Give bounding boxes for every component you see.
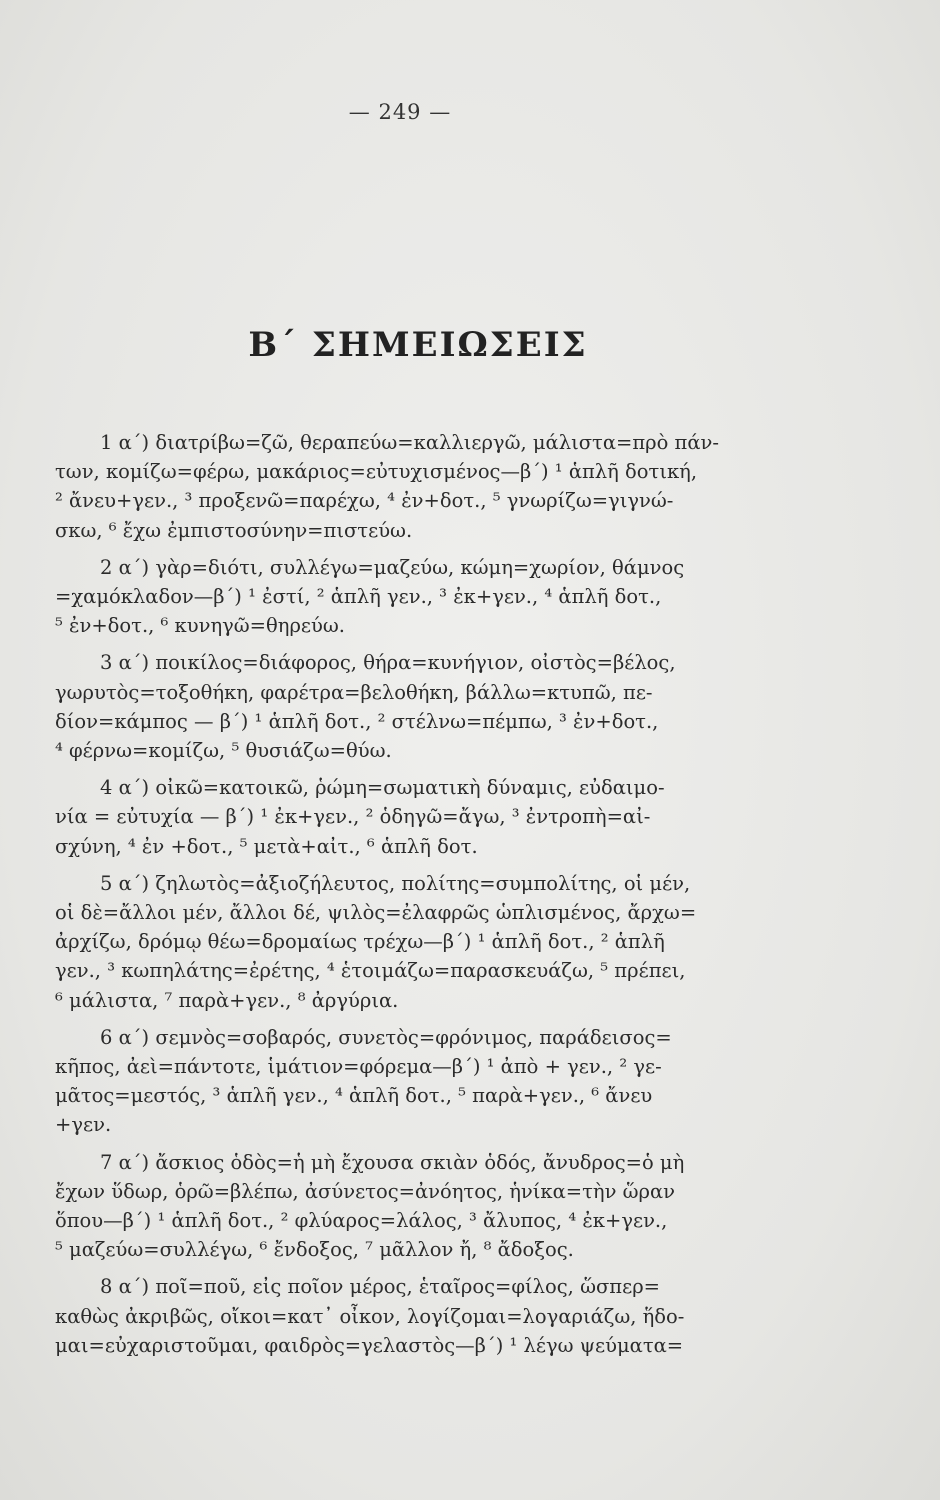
section-heading: Β΄ ΣΗΜΕΙΩΣΕΙΣ	[248, 325, 588, 365]
note-line: ⁶ μάλιστα, ⁷ παρὰ+γεν., ⁸ ἀργύρια.	[55, 988, 399, 1012]
note-line: ⁵ ἐν+δοτ., ⁶ κυνηγῶ=θηρεύω.	[55, 614, 345, 638]
note-paragraph	[55, 1148, 795, 1265]
note-line: ² ἄνευ+γεν., ³ προξενῶ=παρέχω, ⁴ ἐν+δοτ., ⁵ γνωρίζω=γιγνώ-	[55, 489, 674, 513]
note-line: 6 α΄) σεμνὸς=σοβαρός, συνετὸς=φρόνιμος, παράδεισος=	[100, 1025, 672, 1049]
note-line: ⁴ φέρνω=κομίζω, ⁵ θυσιάζω=θύω.	[55, 739, 392, 763]
note-line: =χαμόκλαδον—β΄) ¹ ἐστί, ² ἁπλῆ γεν., ³ ἐκ+γεν., ⁴ ἁπλῆ δοτ.,	[55, 585, 662, 609]
note-line: ⁵ μαζεύω=συλλέγω, ⁶ ἔνδοξος, ⁷ μᾶλλον ἤ, ⁸ ἄδοξος.	[55, 1238, 574, 1262]
note-line: μαι=εὐχαριστοῦμαι, φαιδρὸς=γελαστὸς—β΄) ¹ λέγω ψεύματα=	[55, 1333, 684, 1357]
note-line: 5 α΄) ζηλωτὸς=ἀξιοζήλευτος, πολίτης=συμπολίτης, οἱ μέν,	[100, 871, 691, 895]
note-paragraph	[55, 1023, 795, 1140]
note-line: κῆπος, ἀεὶ=πάντοτε, ἱμάτιον=φόρεμα—β΄) ¹ ἀπὸ + γεν., ² γε-	[55, 1055, 662, 1079]
note-line: καθὼς ἀκριβῶς, οἴκοι=κατ᾽ οἶκον, λογίζομαι=λογαριάζω, ἥδο-	[55, 1304, 685, 1328]
note-line: ἀρχίζω, δρόμῳ θέω=δρομαίως τρέχω—β΄) ¹ ἁπλῆ δοτ., ² ἁπλῆ	[55, 930, 665, 954]
note-line: σκω, ⁶ ἔχω ἐμπιστοσύνην=πιστεύω.	[55, 518, 413, 542]
note-line: ὅπου—β΄) ¹ ἁπλῆ δοτ., ² φλύαρος=λάλος, ³ ἄλυπος, ⁴ ἐκ+γεν.,	[55, 1209, 668, 1233]
note-paragraph	[55, 773, 795, 861]
note-line: των, κομίζω=φέρω, μακάριος=εὐτυχισμένος—β΄) ¹ ἁπλῆ δοτική,	[55, 460, 698, 484]
note-paragraph	[55, 428, 795, 545]
note-paragraph	[55, 869, 795, 1015]
note-line: 4 α΄) οἰκῶ=κατοικῶ, ῥώμη=σωματικὴ δύναμις, εὐδαιμο-	[100, 776, 665, 800]
note-line: 2 α΄) γὰρ=διότι, συλλέγω=μαζεύω, κώμη=χωρίον, θάμνος	[100, 555, 685, 579]
note-line: ἔχων ὕδωρ, ὁρῶ=βλέπω, ἀσύνετος=ἀνόητος, ἡνίκα=τὴν ὥραν	[55, 1179, 676, 1203]
note-paragraph	[55, 553, 795, 641]
note-line: γωρυτὸς=τοξοθήκη, φαρέτρα=βελοθήκη, βάλλω=κτυπῶ, πε-	[55, 680, 653, 704]
note-line: οἱ δὲ=ἄλλοι μέν, ἄλλοι δέ, ψιλὸς=ἐλαφρῶς ὡπλισμένος, ἄρχω=	[55, 901, 697, 925]
note-line: 1 α΄) διατρίβω=ζῶ, θεραπεύω=καλλιεργῶ, μάλιστα=πρὸ πάν-	[100, 431, 719, 454]
notes-body	[55, 428, 795, 1368]
note-line: σχύνη, ⁴ ἐν +δοτ., ⁵ μετὰ+αἰτ., ⁶ ἁπλῆ δοτ.	[55, 834, 478, 858]
note-line: μᾶτος=μεστός, ³ ἁπλῆ γεν., ⁴ ἁπλῆ δοτ., ⁵ παρὰ+γεν., ⁶ ἄνευ	[55, 1084, 653, 1108]
note-line: νία = εὐτυχία — β΄) ¹ ἐκ+γεν., ² ὁδηγῶ=ἄγω, ³ ἐντροπὴ=αἰ-	[55, 805, 651, 829]
note-line: 7 α΄) ἄσκιος ὁδὸς=ἡ μὴ ἔχουσα σκιὰν ὁδός, ἄνυδρος=ὁ μὴ	[100, 1150, 685, 1174]
note-paragraph	[55, 648, 795, 765]
note-line: 8 α΄) ποῖ=ποῦ, εἰς ποῖον μέρος, ἑταῖρος=φίλος, ὥσπερ=	[100, 1275, 661, 1299]
note-line: 3 α΄) ποικίλος=διάφορος, θήρα=κυνήγιον, οἰστὸς=βέλος,	[100, 651, 676, 675]
note-paragraph	[55, 1272, 795, 1360]
page-number: — 249 —	[348, 100, 452, 124]
note-line: δίον=κάμπος — β΄) ¹ ἁπλῆ δοτ., ² στέλνω=πέμπω, ³ ἐν+δοτ.,	[55, 709, 659, 733]
note-line: +γεν.	[55, 1113, 112, 1137]
note-line: γεν., ³ κωπηλάτης=ἐρέτης, ⁴ ἑτοιμάζω=παρασκευάζω, ⁵ πρέπει,	[55, 959, 686, 983]
